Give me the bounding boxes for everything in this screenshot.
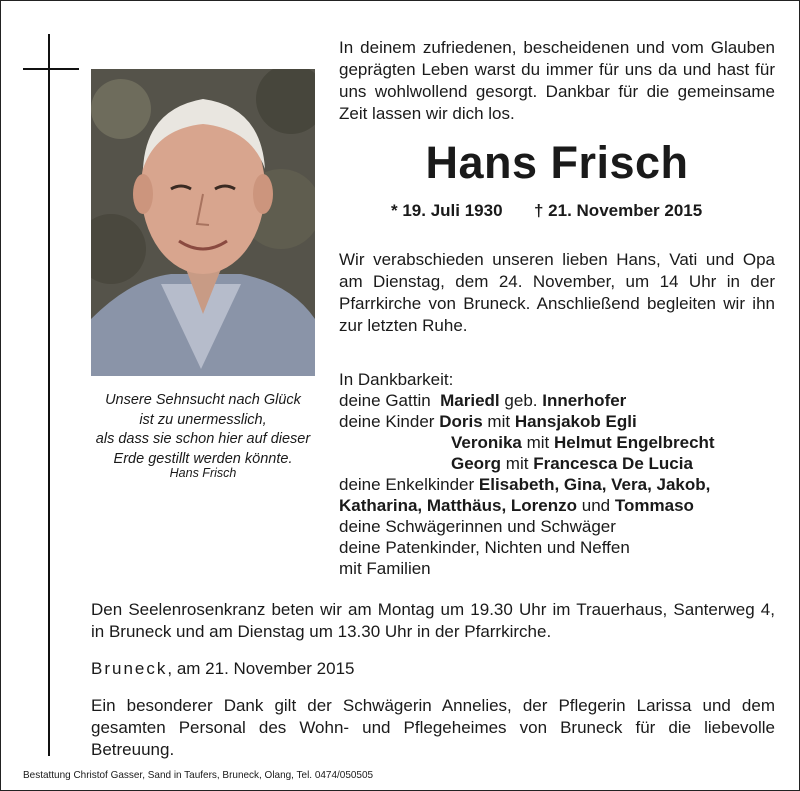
mourner-child: Georg mit Francesca De Lucia bbox=[451, 454, 693, 473]
quote-line: als dass sie schon hier auf dieser bbox=[95, 431, 311, 447]
intro-text: In deinem zufriedenen, bescheidenen und vom Glauben geprägten Leben warst du immer für uns da und hast für uns wohlwollend gesorgt. Dankbar für die gemeinsame Zeit lassen wir dich los. bbox=[339, 38, 775, 123]
quote-author: Hans Frisch bbox=[169, 466, 237, 480]
mourners-list bbox=[339, 369, 779, 579]
quote-line: Erde gestillt werden könnte. bbox=[113, 450, 293, 467]
quote-line: ist zu unermesslich, bbox=[139, 411, 267, 428]
mourner-other: deine Schwägerinnen und Schwäger bbox=[339, 517, 616, 536]
portrait-illustration bbox=[91, 69, 315, 376]
quote-line: Unsere Sehnsucht nach Glück bbox=[105, 392, 301, 408]
place-date bbox=[91, 659, 354, 679]
mourners-heading: In Dankbarkeit: bbox=[339, 370, 454, 389]
mourner-other: mit Familien bbox=[339, 559, 431, 578]
mourner-grandchildren: deine Enkelkinder Elisabeth, Gina, Vera, Jakob, bbox=[339, 475, 711, 494]
portrait-photo bbox=[91, 69, 315, 376]
rosary-text: Den Seelenrosenkranz beten wir am Montag um 19.30 Uhr im Trauerhaus, Santerweg 4, in Bruneck und am Dienstag um 13.30 Uhr in der Pfarrkirche. bbox=[91, 600, 775, 641]
funeral-service-text: Wir verabschieden unseren lieben Hans, Vati und Opa am Dienstag, dem 24. November, um 14 Uhr in der Pfarrkirche von Bruneck. Anschließend begleiten wir ihn zur letzten Ruhe. bbox=[339, 250, 775, 335]
birth-date: * 19. Juli 1930 bbox=[391, 201, 503, 220]
mourner-other: deine Patenkinder, Nichten und Neffen bbox=[339, 538, 630, 557]
thanks-text: Ein besonderer Dank gilt der Schwägerin Annelies, der Pflegerin Larissa und dem gesamten Personal des Wohn- und Pflegeheimes von Bruneck für die liebevolle Betreuung. bbox=[91, 696, 775, 759]
wife-maiden-name: Innerhofer bbox=[542, 391, 627, 410]
wife-name: Mariedl bbox=[440, 391, 500, 410]
mourner-child: Veronika mit Helmut Engelbrecht bbox=[451, 433, 715, 452]
deceased-name: Hans Frisch bbox=[425, 137, 689, 188]
place-town: Bruneck bbox=[91, 659, 168, 678]
mourner-child: deine Kinder Doris mit Hansjakob Egli bbox=[339, 412, 637, 431]
death-date: † 21. November 2015 bbox=[534, 201, 703, 220]
cross-vertical-bar bbox=[48, 34, 50, 756]
mourner-grandchildren-cont: Katharina, Matthäus, Lorenzo und Tommaso bbox=[339, 496, 694, 515]
mourner-wife: deine Gattin Mariedl geb. Innerhofer bbox=[339, 391, 627, 410]
funeral-home-footer: Bestattung Christof Gasser, Sand in Taufers, Bruneck, Olang, Tel. 0474/050505 bbox=[23, 769, 374, 781]
place-date-text: , am 21. November 2015 bbox=[167, 659, 355, 678]
cross-horizontal-bar bbox=[23, 68, 79, 70]
quote bbox=[89, 391, 317, 469]
